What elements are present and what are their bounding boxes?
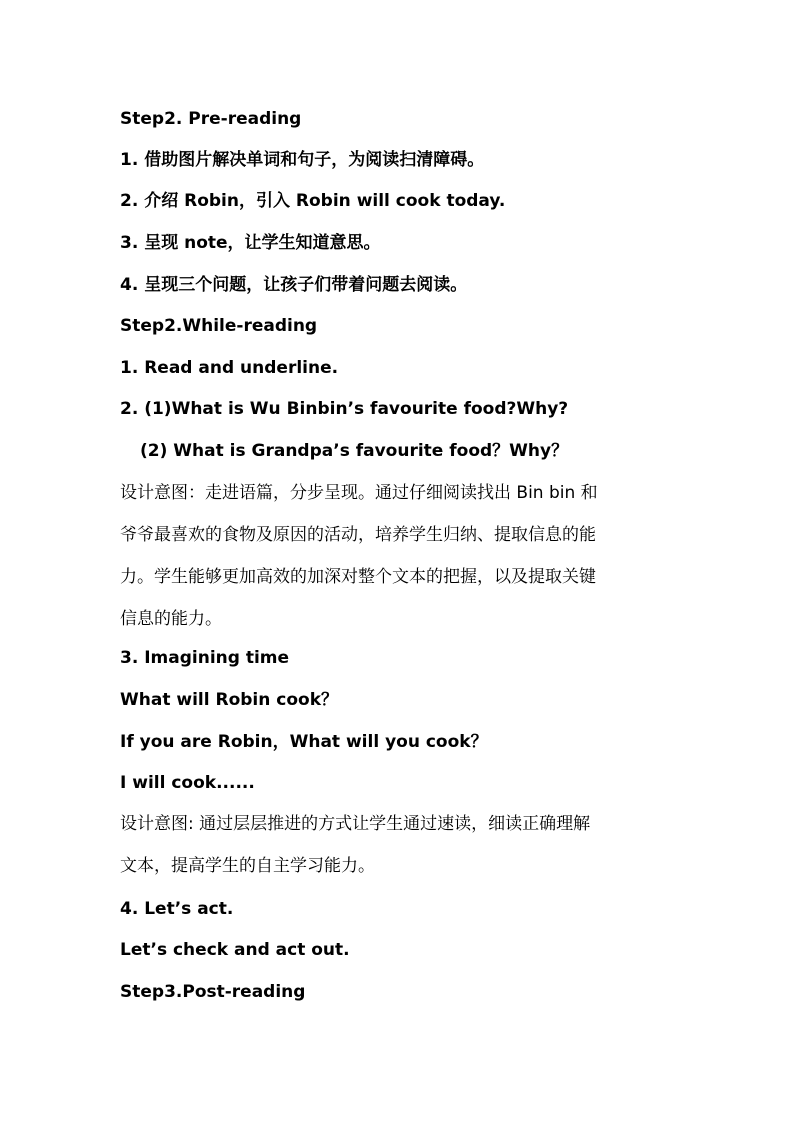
design-note-1-line: 设计意图：走进语篇，分步呈现。通过仔细阅读找出 Bin bin 和 — [120, 483, 598, 503]
design-note-1 — [120, 472, 680, 640]
imagining-answer: I will cook...... — [120, 773, 255, 793]
design-note-1-line: 信息的能力。 — [120, 609, 222, 629]
while-reading-item-2-sub: (2) What is Grandpa’s favourite food？Why？ — [140, 441, 569, 461]
design-note-2-line: 设计意图: 通过层层推进的方式让学生通过速读，细读正确理解 — [120, 814, 591, 834]
heading-pre-reading: Step2. Pre-reading — [120, 109, 302, 129]
design-note-1-line: 爷爷最喜欢的食物及原因的活动，培养学生归纳、提取信息的能 — [120, 525, 596, 545]
while-reading-item-1: 1. Read and underline. — [120, 358, 339, 378]
design-note-1-line: 力。学生能够更加高效的加深对整个文本的把握，以及提取关键 — [120, 567, 596, 587]
design-note-2-line: 文本，提高学生的自主学习能力。 — [120, 856, 375, 876]
imagining-question-2: If you are Robin，What will you cook？ — [120, 732, 488, 752]
design-note-2 — [120, 803, 680, 887]
heading-post-reading: Step3.Post-reading — [120, 982, 306, 1002]
while-reading-item-2: 2. (1)What is Wu Binbin’s favourite food?Why? — [120, 399, 569, 419]
pre-reading-item-2: 2. 介绍 Robin，引入 Robin will cook today. — [120, 191, 506, 211]
heading-while-reading: Step2.While-reading — [120, 316, 318, 336]
pre-reading-item-3: 3. 呈现 note，让学生知道意思。 — [120, 233, 381, 253]
imagining-question-1: What will Robin cook？ — [120, 690, 339, 710]
imagining-time-heading: 3. Imagining time — [120, 648, 290, 668]
lets-check-line: Let’s check and act out. — [120, 940, 350, 960]
pre-reading-item-1: 1. 借助图片解决单词和句子，为阅读扫清障碍。 — [120, 150, 485, 170]
pre-reading-item-4: 4. 呈现三个问题，让孩子们带着问题去阅读。 — [120, 275, 468, 295]
lets-act-heading: 4. Let’s act. — [120, 899, 234, 919]
